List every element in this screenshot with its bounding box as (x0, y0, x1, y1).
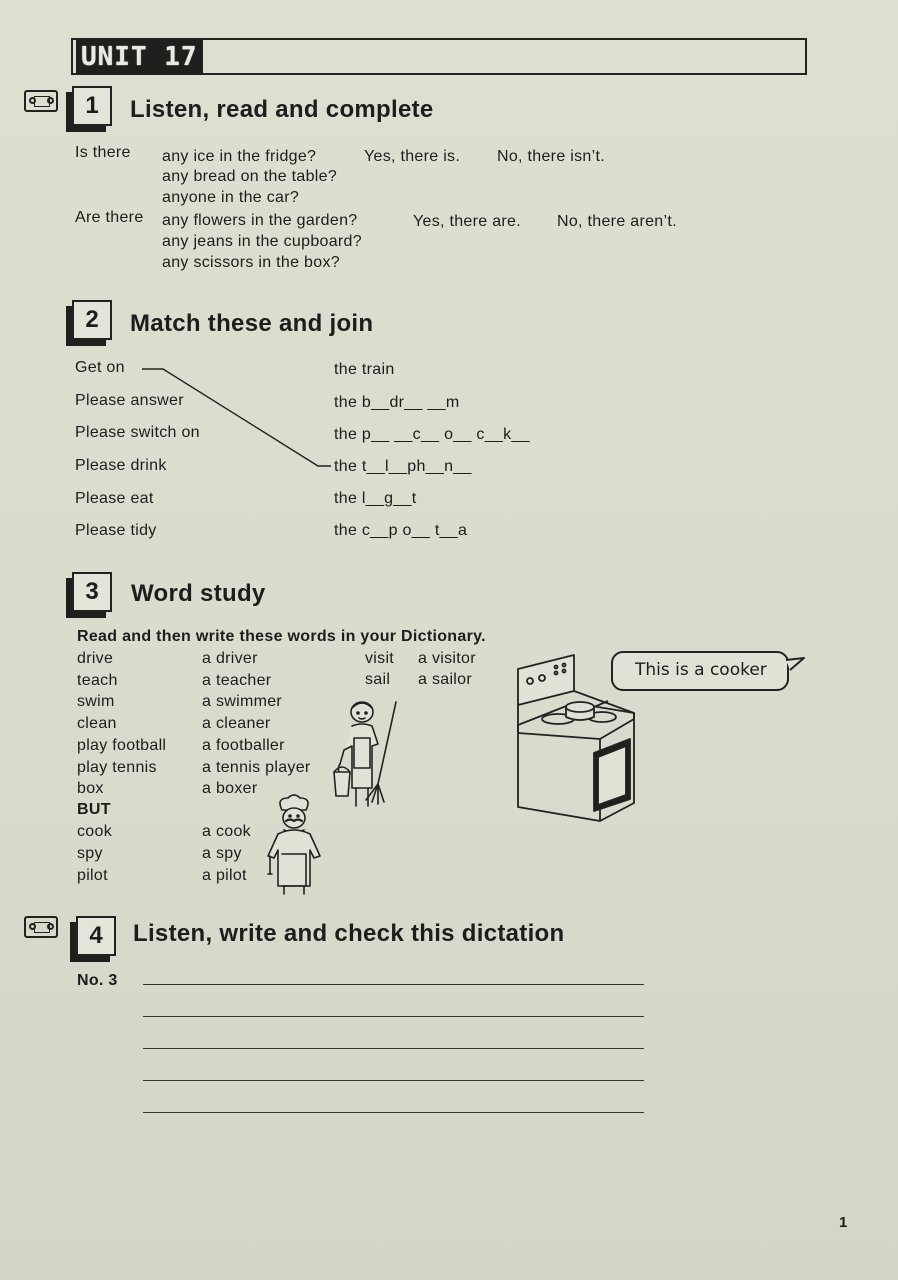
section-4-number: 4 (76, 916, 116, 956)
match-left-item: Please tidy (75, 522, 157, 539)
verb: visit (365, 650, 395, 667)
section-2-number: 2 (72, 300, 112, 340)
verb: pilot (77, 867, 108, 884)
s1-line: any jeans in the cupboard? (162, 233, 362, 250)
match-left-item: Please answer (75, 392, 184, 409)
verb: spy (77, 845, 103, 862)
s1-line: any scissors in the box? (162, 254, 340, 271)
match-left-item: Please drink (75, 457, 167, 474)
speech-bubble-tail (786, 656, 806, 678)
verb: teach (77, 672, 118, 689)
dictation-writing-line[interactable] (143, 1080, 644, 1081)
section-4-title: Listen, write and check this dictation (133, 920, 565, 947)
section-1-number: 1 (72, 86, 112, 126)
dictation-label: No. 3 (77, 972, 118, 989)
s1-lead: Are there (75, 209, 144, 226)
verb: play football (77, 737, 167, 754)
s1-line: any flowers in the garden? (162, 212, 358, 229)
unit-label: UNIT 17 (76, 40, 203, 74)
section-3-number: 3 (72, 572, 112, 612)
match-right-item: the t__l__ph__n__ (334, 458, 472, 475)
verb: cook (77, 823, 112, 840)
noun: a footballer (202, 737, 285, 754)
section-3-title: Word study (131, 580, 266, 607)
match-left-item: Get on (75, 359, 125, 376)
s1-no: No, there isn’t. (497, 148, 605, 165)
cleaner-illustration (326, 698, 406, 812)
dictation-writing-line[interactable] (143, 1112, 644, 1113)
match-right-item: the train (334, 361, 395, 378)
noun: a cleaner (202, 715, 271, 732)
s1-line: any bread on the table? (162, 168, 338, 185)
speech-bubble (611, 651, 789, 691)
dictation-writing-line[interactable] (143, 1016, 644, 1017)
but-label: BUT (77, 801, 111, 818)
dictation-writing-line[interactable] (143, 1048, 644, 1049)
s1-line: anyone in the car? (162, 189, 300, 206)
noun: a driver (202, 650, 258, 667)
section-2-title: Match these and join (130, 310, 374, 337)
noun: a teacher (202, 672, 272, 689)
noun: a pilot (202, 867, 247, 884)
verb: sail (365, 671, 391, 688)
word-study-instruction: Read and then write these words in your Dictionary. (77, 628, 486, 645)
s1-no: No, there aren’t. (557, 213, 677, 230)
verb: drive (77, 650, 114, 667)
noun: a boxer (202, 780, 258, 797)
s1-yes: Yes, there is. (364, 148, 461, 165)
match-left-item: Please eat (75, 490, 154, 507)
cassette-icon (24, 916, 58, 938)
page-number: 1 (839, 1214, 848, 1231)
verb: swim (77, 693, 115, 710)
noun: a tennis player (202, 759, 311, 776)
s1-yes: Yes, there are. (413, 213, 521, 230)
cook-illustration (262, 794, 328, 896)
match-right-item: the c__p o__ t__a (334, 522, 468, 539)
dictation-writing-line[interactable] (143, 984, 644, 985)
noun: a visitor (418, 650, 476, 667)
match-right-item: the l__g__t (334, 490, 417, 507)
noun: a cook (202, 823, 251, 840)
match-left-item: Please switch on (75, 424, 200, 441)
s1-lead: Is there (75, 144, 131, 161)
noun: a swimmer (202, 693, 283, 710)
s1-line: any ice in the fridge? (162, 148, 317, 165)
speech-bubble-text: This is a cooker (635, 660, 767, 680)
match-right-item: the b__dr__ __m (334, 394, 460, 411)
section-1-title: Listen, read and complete (130, 96, 434, 123)
verb: clean (77, 715, 117, 732)
match-right-item: the p__ __c__ o__ c__k__ (334, 426, 530, 443)
noun: a spy (202, 845, 242, 862)
verb: box (77, 780, 104, 797)
verb: play tennis (77, 759, 157, 776)
noun: a sailor (418, 671, 472, 688)
